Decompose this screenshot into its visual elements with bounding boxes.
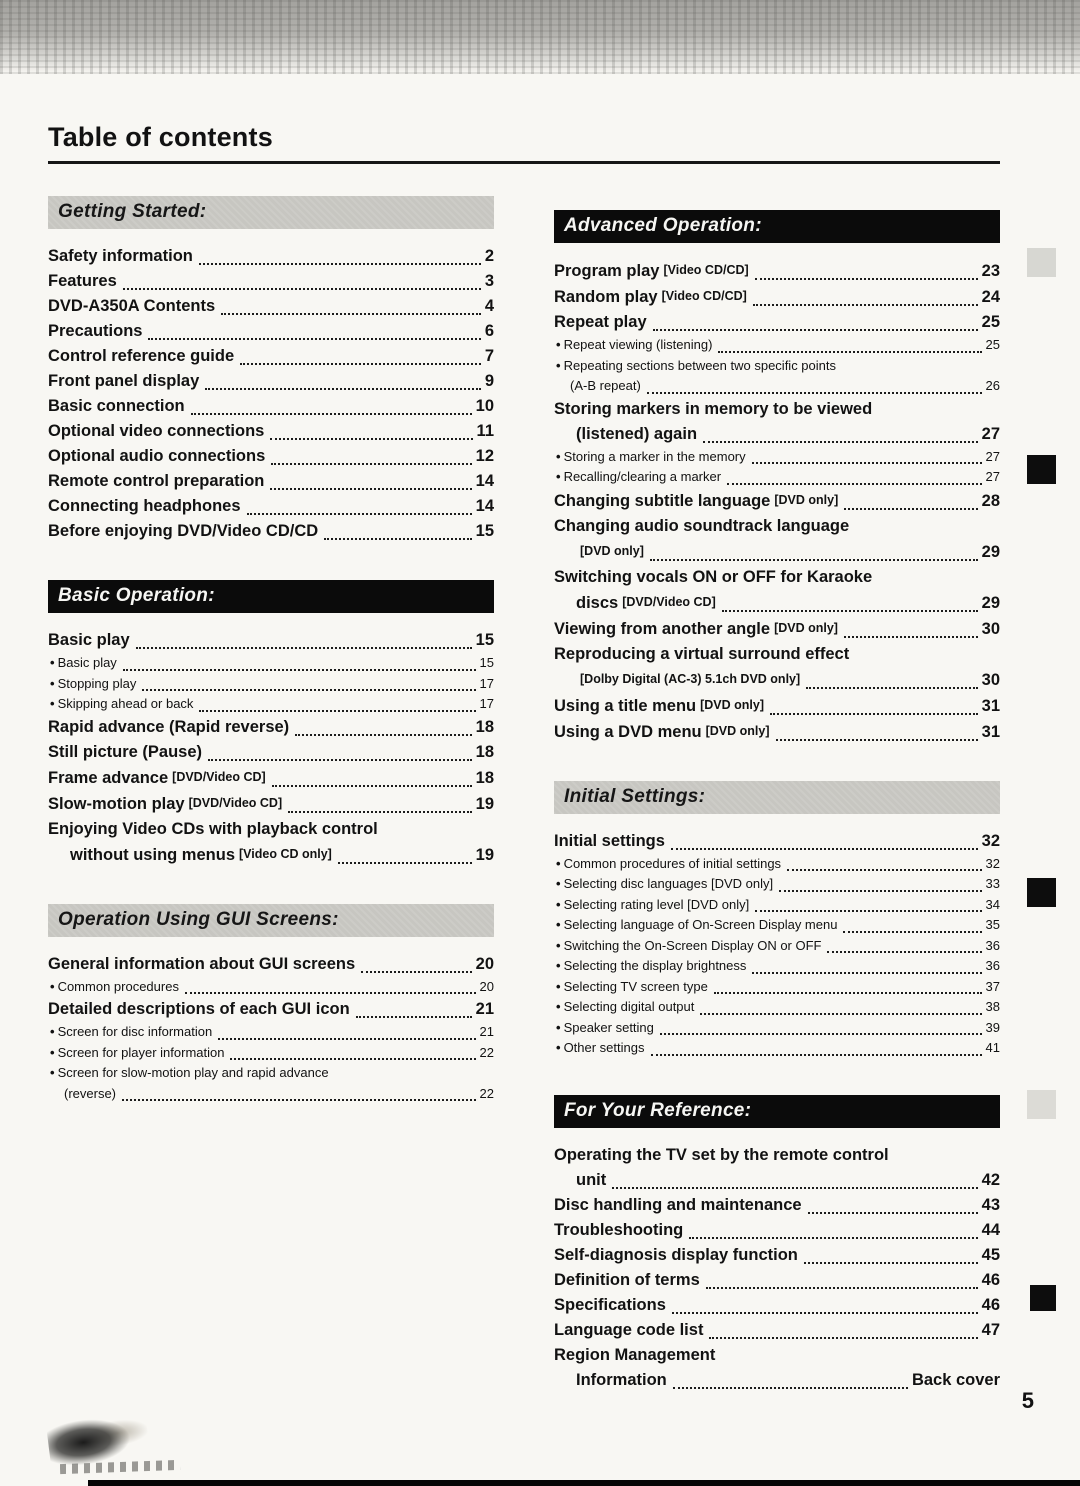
section-heading: Advanced Operation: bbox=[554, 210, 1000, 243]
entry-text: Basic connection bbox=[48, 397, 185, 415]
dot-leader bbox=[208, 759, 472, 761]
entry-qualifier: [Video CD/CD] bbox=[661, 289, 747, 303]
entry-text: Detailed descriptions of each GUI icon bbox=[48, 1000, 350, 1018]
toc-entry bbox=[554, 693, 1000, 719]
entry-page: 27 bbox=[985, 469, 1000, 484]
toc-entry bbox=[554, 956, 1000, 977]
entry-page: 10 bbox=[475, 397, 494, 415]
toc-entry bbox=[554, 565, 1000, 590]
dot-leader bbox=[755, 278, 978, 280]
entry-page: 29 bbox=[981, 593, 1000, 612]
entry-text: (listened) again bbox=[576, 424, 698, 443]
toc-entry bbox=[48, 674, 494, 695]
toc-entry bbox=[554, 977, 1000, 998]
entry-text: Viewing from another angle bbox=[554, 619, 771, 638]
toc-entry bbox=[554, 1318, 1000, 1343]
dot-leader bbox=[142, 689, 475, 691]
toc-entry bbox=[554, 1218, 1000, 1243]
toc-column-left bbox=[48, 196, 494, 1429]
dot-leader bbox=[722, 610, 978, 612]
toc-entry bbox=[554, 467, 1000, 488]
entry-text: Region Management bbox=[554, 1345, 716, 1364]
entry-page: 14 bbox=[475, 472, 494, 490]
entry-page: 25 bbox=[985, 337, 1000, 352]
scan-edge-marker bbox=[1027, 455, 1056, 484]
dot-leader bbox=[752, 972, 981, 974]
entry-text: Front panel display bbox=[48, 372, 200, 390]
toc-entry bbox=[48, 394, 494, 419]
entry-page: 30 bbox=[981, 619, 1000, 638]
toc-entry bbox=[48, 519, 494, 544]
dot-leader bbox=[700, 1013, 981, 1015]
entry-text: Repeat play bbox=[554, 313, 647, 331]
entry-text: Storing markers in memory to be viewed bbox=[554, 399, 873, 418]
toc-entry bbox=[554, 616, 1000, 642]
entry-text: • Selecting the display brightness bbox=[563, 958, 747, 973]
dot-leader bbox=[136, 647, 472, 649]
dot-leader bbox=[221, 313, 481, 315]
toc-entry bbox=[554, 1168, 1000, 1193]
toc-entry bbox=[554, 1368, 1000, 1393]
entry-page: 23 bbox=[981, 262, 1000, 280]
toc-entry bbox=[554, 310, 1000, 335]
toc-entry bbox=[554, 356, 1000, 377]
toc-entry bbox=[554, 719, 1000, 745]
entry-qualifier: [DVD only] bbox=[705, 723, 770, 738]
dot-leader bbox=[230, 1058, 475, 1060]
entry-page: 19 bbox=[475, 794, 494, 813]
toc-entry bbox=[48, 469, 494, 494]
toc-entry bbox=[554, 1143, 1000, 1168]
dot-leader bbox=[827, 951, 981, 953]
toc-section bbox=[48, 580, 494, 868]
entry-page: 34 bbox=[985, 896, 1000, 912]
entry-text: Slow-motion play bbox=[48, 794, 185, 813]
entry-page: 15 bbox=[475, 522, 494, 540]
toc-entry bbox=[554, 1243, 1000, 1268]
entry-text: Specifications bbox=[554, 1295, 666, 1314]
dot-leader bbox=[718, 351, 981, 353]
dot-leader bbox=[272, 785, 472, 787]
entry-page: 35 bbox=[985, 917, 1000, 932]
toc-entry bbox=[48, 817, 494, 842]
toc-entry bbox=[48, 244, 494, 269]
toc-entry bbox=[554, 488, 1000, 514]
toc-entry bbox=[48, 653, 494, 674]
toc-section bbox=[48, 904, 494, 1105]
toc-entry bbox=[48, 344, 494, 369]
entry-text: Language code list bbox=[554, 1320, 704, 1339]
entry-page: 38 bbox=[985, 999, 1000, 1014]
toc-entry bbox=[554, 284, 1000, 310]
dot-leader bbox=[653, 329, 978, 331]
entry-page: 25 bbox=[981, 313, 1000, 331]
entry-page: 29 bbox=[981, 542, 1000, 561]
toc-section bbox=[554, 781, 1000, 1059]
toc-entry bbox=[48, 319, 494, 344]
entry-qualifier: [DVD only] bbox=[774, 620, 838, 635]
dot-leader bbox=[271, 463, 471, 465]
entry-text: • Selecting rating level [DVD only] bbox=[563, 896, 750, 912]
entry-page: 11 bbox=[476, 422, 494, 440]
entry-text: • Switching the On-Screen Display ON or OFF bbox=[563, 937, 822, 953]
entry-text: discs bbox=[576, 593, 619, 612]
entry-page: 41 bbox=[985, 1040, 1000, 1055]
entry-page: 27 bbox=[985, 448, 1000, 464]
dot-leader bbox=[753, 304, 978, 306]
entry-text: Enjoying Video CDs with playback control bbox=[48, 819, 378, 838]
entry-page: 27 bbox=[981, 424, 1000, 443]
toc-entry bbox=[554, 936, 1000, 957]
toc-entry bbox=[48, 1043, 494, 1064]
toc-entry bbox=[48, 628, 494, 653]
toc-entry bbox=[554, 1038, 1000, 1059]
title-underline bbox=[48, 161, 1000, 164]
toc-entry bbox=[48, 269, 494, 294]
dot-leader bbox=[770, 713, 978, 715]
entry-page: 31 bbox=[981, 722, 1000, 741]
toc-entry bbox=[554, 397, 1000, 422]
entry-text: Initial settings bbox=[554, 831, 665, 850]
toc-entry bbox=[554, 1193, 1000, 1218]
entry-text: Optional video connections bbox=[48, 422, 265, 440]
entry-page: 20 bbox=[475, 954, 494, 973]
entry-text: Features bbox=[48, 272, 117, 290]
entry-text: unit bbox=[576, 1170, 607, 1189]
dot-leader bbox=[148, 338, 480, 340]
entry-page: 32 bbox=[981, 831, 1000, 850]
entry-text: Information bbox=[576, 1370, 667, 1389]
entry-text: (A-B repeat) bbox=[570, 378, 641, 393]
entry-page: 24 bbox=[981, 288, 1000, 306]
dot-leader bbox=[123, 669, 476, 671]
entry-text: • Other settings bbox=[563, 1040, 645, 1055]
dot-leader bbox=[844, 636, 978, 638]
entry-qualifier: [DVD only] bbox=[774, 492, 839, 507]
entry-text: • Common procedures of initial settings bbox=[563, 855, 782, 871]
entry-qualifier: [DVD only] bbox=[700, 697, 764, 712]
section-heading: For Your Reference: bbox=[554, 1095, 1000, 1128]
dot-leader bbox=[324, 538, 471, 540]
toc-entry bbox=[554, 1018, 1000, 1039]
entry-page: 46 bbox=[981, 1270, 1000, 1289]
toc-entry bbox=[554, 590, 1000, 616]
dot-leader bbox=[356, 1016, 472, 1018]
dot-leader bbox=[843, 931, 981, 933]
entry-text: • Selecting disc languages [DVD only] bbox=[563, 876, 774, 891]
entry-page: 17 bbox=[479, 696, 494, 711]
entry-text: Operating the TV set by the remote control bbox=[554, 1145, 889, 1164]
dot-leader bbox=[651, 1054, 982, 1056]
toc-entry bbox=[554, 997, 1000, 1018]
entry-qualifier: [DVD only] bbox=[580, 543, 644, 558]
toc-entry bbox=[554, 539, 1000, 565]
scan-artifact-band bbox=[0, 0, 1080, 74]
entry-page: 36 bbox=[985, 958, 1000, 973]
toc-entry bbox=[48, 1022, 494, 1043]
scan-edge-marker bbox=[1027, 878, 1056, 907]
entry-page: 18 bbox=[475, 717, 494, 736]
toc-entry bbox=[48, 494, 494, 519]
dot-leader bbox=[844, 508, 977, 510]
toc-entry bbox=[554, 1293, 1000, 1318]
entry-page: 3 bbox=[484, 272, 494, 290]
toc-entry bbox=[554, 376, 1000, 397]
dot-leader bbox=[199, 263, 481, 265]
toc-entry bbox=[48, 791, 494, 817]
entry-text: • Selecting TV screen type bbox=[563, 978, 708, 994]
entry-text: Reproducing a virtual surround effect bbox=[554, 644, 850, 663]
entry-page: 18 bbox=[475, 768, 494, 787]
entry-text: Precautions bbox=[48, 322, 143, 340]
section-heading: Basic Operation: bbox=[48, 580, 494, 613]
entry-page: 39 bbox=[985, 1019, 1000, 1035]
entry-page: 47 bbox=[981, 1320, 1000, 1339]
toc-entry bbox=[48, 444, 494, 469]
entry-text: Rapid advance (Rapid reverse) bbox=[48, 717, 290, 736]
dot-leader bbox=[295, 734, 471, 736]
dot-leader bbox=[703, 441, 978, 443]
entry-text: • Skipping ahead or back bbox=[57, 696, 194, 711]
dot-leader bbox=[673, 1387, 908, 1389]
entry-page: 28 bbox=[981, 491, 1000, 510]
entry-page: 30 bbox=[981, 670, 1000, 689]
toc-entry bbox=[48, 419, 494, 444]
scan-bottom-edge bbox=[88, 1480, 1080, 1486]
entry-text: Optional audio connections bbox=[48, 447, 266, 465]
entry-page: 21 bbox=[475, 1000, 494, 1018]
toc-entry bbox=[48, 369, 494, 394]
dot-leader bbox=[270, 438, 472, 440]
toc-entry bbox=[48, 694, 494, 715]
dot-leader bbox=[787, 869, 981, 871]
entry-text: • Stopping play bbox=[57, 675, 137, 691]
entry-text: Self-diagnosis display function bbox=[554, 1245, 798, 1264]
entry-qualifier: [Video CD only] bbox=[239, 846, 332, 861]
toc-section bbox=[554, 1095, 1000, 1393]
dot-leader bbox=[689, 1237, 977, 1239]
entry-text: • Screen for player information bbox=[57, 1044, 225, 1060]
toc-entry bbox=[554, 854, 1000, 875]
dot-leader bbox=[205, 388, 481, 390]
entry-text: Definition of terms bbox=[554, 1270, 700, 1289]
toc-entry bbox=[48, 997, 494, 1022]
entry-page: 15 bbox=[475, 631, 494, 649]
entry-text: Basic play bbox=[48, 631, 130, 649]
entry-text: • Screen for disc information bbox=[57, 1024, 213, 1039]
dot-leader bbox=[755, 910, 981, 912]
dot-leader bbox=[660, 1033, 982, 1035]
entry-text: Troubleshooting bbox=[554, 1220, 684, 1239]
toc-entry bbox=[554, 1343, 1000, 1368]
entry-page: 21 bbox=[479, 1024, 494, 1039]
entry-text: Control reference guide bbox=[48, 347, 235, 365]
entry-page: 42 bbox=[981, 1170, 1000, 1189]
entry-text: • Recalling/clearing a marker bbox=[563, 469, 722, 484]
toc-entry bbox=[48, 977, 494, 998]
dot-leader bbox=[804, 1262, 978, 1264]
entry-text: • Selecting language of On-Screen Display menu bbox=[563, 917, 838, 932]
dot-leader bbox=[338, 862, 472, 864]
dot-leader bbox=[806, 687, 977, 689]
dot-leader bbox=[185, 992, 476, 994]
section-heading: Operation Using GUI Screens: bbox=[48, 904, 494, 937]
toc-entry bbox=[554, 422, 1000, 447]
toc-entry bbox=[554, 514, 1000, 539]
dot-leader bbox=[199, 710, 475, 712]
entry-page: 46 bbox=[981, 1295, 1000, 1314]
toc-entry bbox=[48, 1084, 494, 1105]
entry-text: • Selecting digital output bbox=[563, 999, 695, 1014]
entry-text: • Common procedures bbox=[57, 978, 179, 994]
dot-leader bbox=[122, 1099, 476, 1101]
entry-text: Program play bbox=[554, 262, 660, 280]
entry-page: 22 bbox=[479, 1044, 494, 1060]
toc-entry bbox=[554, 874, 1000, 895]
entry-text: Before enjoying DVD/Video CD/CD bbox=[48, 522, 319, 540]
entry-page: 22 bbox=[479, 1085, 494, 1101]
entry-page: 44 bbox=[981, 1220, 1000, 1239]
toc-entry bbox=[48, 1063, 494, 1084]
dot-leader bbox=[288, 811, 472, 813]
toc-entry bbox=[48, 952, 494, 977]
scan-edge-marker bbox=[1027, 1090, 1056, 1119]
entry-page: 26 bbox=[985, 378, 1000, 393]
dot-leader bbox=[123, 288, 481, 290]
entry-page: 12 bbox=[475, 447, 494, 465]
dot-leader bbox=[247, 513, 472, 515]
entry-text: Using a DVD menu bbox=[554, 722, 702, 741]
dot-leader bbox=[672, 1312, 978, 1314]
entry-qualifier: [DVD/Video CD] bbox=[622, 594, 716, 609]
dot-leader bbox=[647, 392, 982, 394]
toc-entry bbox=[554, 915, 1000, 936]
dot-leader bbox=[218, 1038, 475, 1040]
dot-leader bbox=[752, 462, 982, 464]
entry-page: 7 bbox=[484, 347, 494, 365]
entry-page: 9 bbox=[484, 372, 494, 390]
toc-entry bbox=[48, 740, 494, 765]
entry-page: 20 bbox=[479, 978, 494, 994]
page-title: Table of contents bbox=[48, 122, 273, 152]
dot-leader bbox=[709, 1337, 977, 1339]
entry-qualifier: [DVD/Video CD] bbox=[188, 795, 283, 810]
entry-page: 19 bbox=[475, 845, 494, 864]
dot-leader bbox=[779, 890, 981, 892]
entry-text: Changing subtitle language bbox=[554, 491, 771, 510]
section-heading: Initial Settings: bbox=[554, 781, 1000, 814]
toc-entry bbox=[554, 447, 1000, 468]
entry-page: 32 bbox=[985, 855, 1000, 871]
entry-page: 37 bbox=[985, 978, 1000, 994]
ink-smudge-artifact bbox=[45, 1406, 151, 1470]
dot-leader bbox=[650, 559, 978, 561]
entry-qualifier: [DVD/Video CD] bbox=[172, 769, 266, 784]
entry-page: 33 bbox=[985, 876, 1000, 891]
entry-text: Using a title menu bbox=[554, 696, 697, 715]
entry-text: without using menus bbox=[70, 845, 235, 864]
entry-page: 2 bbox=[484, 247, 494, 265]
entry-text: • Screen for slow-motion play and rapid advance bbox=[57, 1065, 329, 1080]
toc-entry bbox=[48, 842, 494, 868]
entry-qualifier: [Dolby Digital (AC-3) 5.1ch DVD only] bbox=[580, 671, 801, 686]
entry-page: 18 bbox=[475, 742, 494, 761]
toc-entry bbox=[554, 667, 1000, 693]
dot-leader bbox=[240, 363, 481, 365]
entry-page: 31 bbox=[981, 696, 1000, 715]
entry-text: Remote control preparation bbox=[48, 472, 265, 490]
entry-text: • Storing a marker in the memory bbox=[563, 448, 746, 464]
entry-text: Safety information bbox=[48, 247, 193, 265]
entry-page: 4 bbox=[484, 297, 494, 315]
entry-text: General information about GUI screens bbox=[48, 954, 356, 973]
entry-text: Disc handling and maintenance bbox=[554, 1195, 802, 1214]
entry-text: Random play bbox=[554, 288, 658, 306]
toc-entry bbox=[48, 294, 494, 319]
dot-leader bbox=[808, 1212, 978, 1214]
toc-column-right bbox=[554, 196, 1000, 1429]
entry-text: Frame advance bbox=[48, 768, 169, 787]
dot-leader bbox=[361, 971, 471, 973]
toc-entry bbox=[554, 829, 1000, 854]
toc-entry bbox=[48, 765, 494, 791]
dot-leader bbox=[776, 739, 978, 741]
section-heading: Getting Started: bbox=[48, 196, 494, 229]
entry-text: • Speaker setting bbox=[563, 1019, 654, 1035]
toc-entry bbox=[48, 715, 494, 740]
entry-text: (reverse) bbox=[64, 1085, 117, 1101]
entry-text: • Repeating sections between two specific points bbox=[563, 357, 836, 373]
scan-edge-marker bbox=[1027, 248, 1056, 277]
toc-columns bbox=[48, 196, 1036, 1429]
entry-page: 17 bbox=[479, 675, 494, 691]
dot-leader bbox=[671, 848, 978, 850]
entry-text: Switching vocals ON or OFF for Karaoke bbox=[554, 567, 873, 586]
toc-entry bbox=[554, 895, 1000, 916]
toc-section bbox=[554, 210, 1000, 745]
entry-text: Connecting headphones bbox=[48, 497, 241, 515]
entry-page: 36 bbox=[985, 937, 1000, 953]
entry-text: • Basic play bbox=[57, 655, 117, 670]
dot-leader bbox=[612, 1187, 977, 1189]
entry-qualifier: [Video CD/CD] bbox=[663, 263, 749, 277]
entry-page: 45 bbox=[981, 1245, 1000, 1264]
entry-text: DVD-A350A Contents bbox=[48, 297, 216, 315]
toc-entry bbox=[554, 642, 1000, 667]
dot-leader bbox=[714, 992, 982, 994]
entry-page: 15 bbox=[479, 655, 494, 670]
dot-leader bbox=[191, 413, 472, 415]
toc-entry bbox=[554, 335, 1000, 356]
dot-leader bbox=[727, 483, 981, 485]
entry-page: 43 bbox=[981, 1195, 1000, 1214]
toc-entry bbox=[554, 258, 1000, 284]
scan-edge-marker bbox=[1030, 1285, 1056, 1311]
toc-entry bbox=[554, 1268, 1000, 1293]
entry-page: 14 bbox=[475, 497, 494, 515]
entry-text: • Repeat viewing (listening) bbox=[563, 337, 713, 352]
dot-leader bbox=[706, 1287, 978, 1289]
entry-text: Changing audio soundtrack language bbox=[554, 516, 850, 535]
dot-leader bbox=[270, 488, 471, 490]
page-number: 5 bbox=[1021, 1388, 1034, 1413]
entry-page: 6 bbox=[484, 322, 494, 340]
toc-section bbox=[48, 196, 494, 544]
entry-text: Still picture (Pause) bbox=[48, 742, 203, 761]
entry-page: Back cover bbox=[911, 1370, 1000, 1389]
